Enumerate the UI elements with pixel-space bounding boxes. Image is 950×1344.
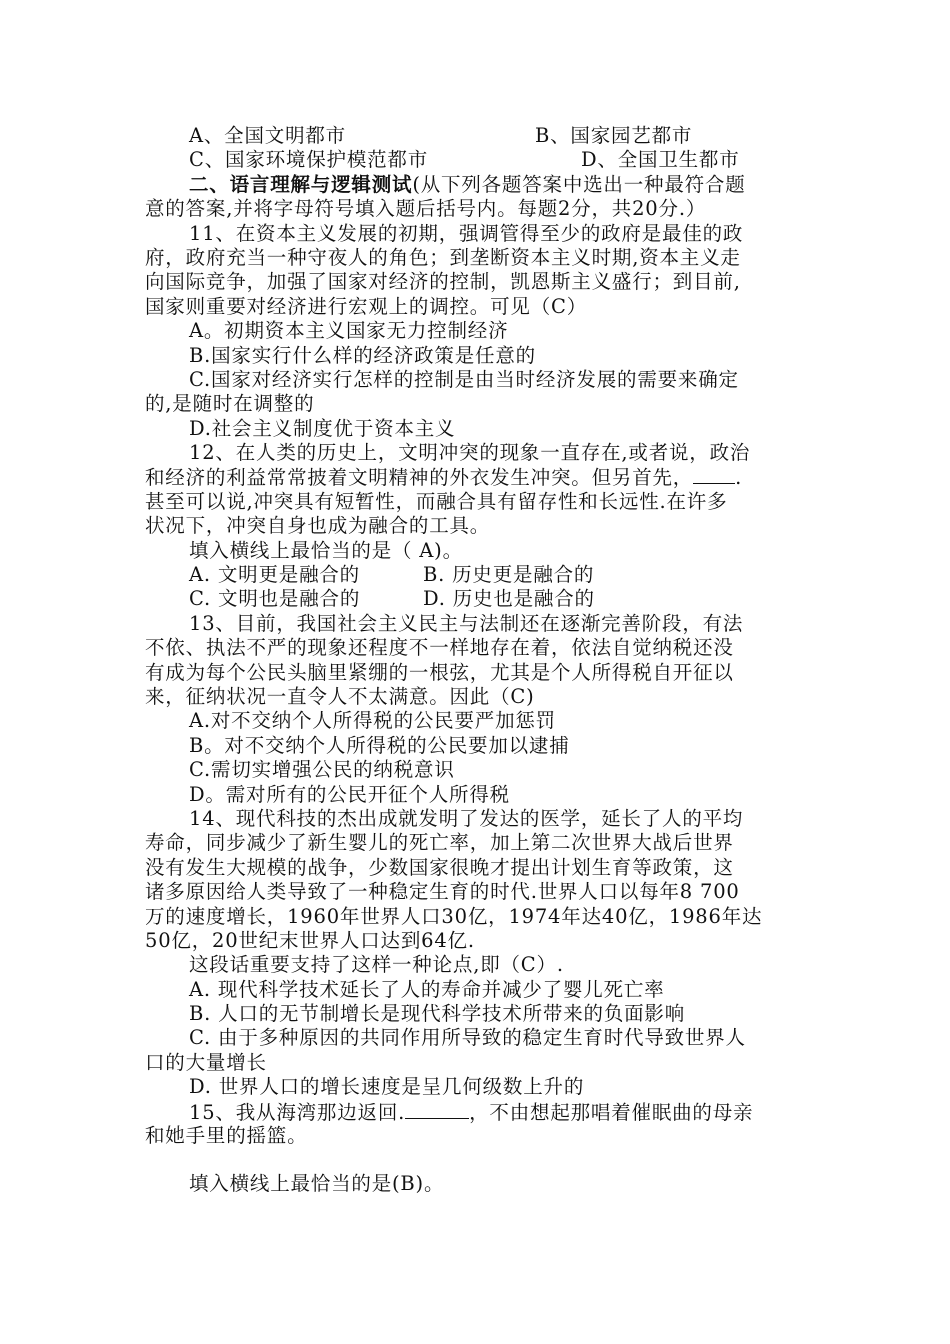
- section2-intro-2: 意的答案,并将字母符号填入题后括号内。每题2分，共20分.）: [145, 197, 707, 221]
- q12-option-c: C. 文明也是融合的: [189, 587, 361, 611]
- section2-intro-1: (从下列各题答案中选出一种最符合题: [412, 172, 746, 196]
- q12-option-a: A. 文明更是融合的: [189, 563, 360, 587]
- q11-stem-line: 府，政府充当一种守夜人的角色；到垄断资本主义时期,资本主义走: [145, 245, 741, 269]
- q14-option-c: C. 由于多种原因的共同作用所导致的稳定生育时代导致世界人: [189, 1026, 746, 1050]
- q11-option-c-cont: 的,是随时在调整的: [145, 392, 315, 416]
- q12-options-row-1: [145, 563, 807, 587]
- q12-stem-line: 12、在人类的历史上，文明冲突的现象一直存在,或者说，政治: [189, 441, 751, 465]
- q15-stem-text: 15、我从海湾那边返回.: [189, 1100, 406, 1124]
- q15-stem-line: 和她手里的摇篮。: [145, 1124, 308, 1148]
- q13-option-b: B。对不交纳个人所得税的公民要加以逮捕: [189, 733, 570, 757]
- q11-stem-line: 11、在资本主义发展的初期，强调管得至少的政府是最佳的政: [189, 221, 744, 245]
- q14-stem-line: 万的速度增长，1960年世界人口30亿，1974年达40亿，1986年达: [145, 904, 763, 928]
- q13-option-c: C.需切实增强公民的纳税意识: [189, 758, 455, 782]
- q12-stem-line: 状况下，冲突自身也成为融合的工具。: [145, 514, 491, 538]
- q15-prompt: 填入横线上最恰当的是(B)。: [189, 1172, 445, 1196]
- q12-fill-blank: [693, 465, 735, 484]
- q12-option-d: D. 历史也是融合的: [423, 587, 595, 611]
- q10-option-d: D、全国卫生都市: [581, 148, 740, 172]
- q14-option-d: D. 世界人口的增长速度是呈几何级数上升的: [189, 1075, 585, 1099]
- paragraph-gap: [145, 1148, 807, 1172]
- q13-stem-line: 有成为每个公民头脑里紧绷的一根弦，尤其是个人所得税自开征以: [145, 660, 734, 684]
- q12-option-b: B. 历史更是融合的: [423, 563, 595, 587]
- q12-stem-line: 甚至可以说,冲突具有短暂性，而融合具有留存性和长远性.在许多: [145, 489, 728, 513]
- q14-stem-line: 诸多原因给人类导致了一种稳定生育的时代.世界人口以每年8 700: [145, 880, 740, 904]
- q13-stem-line: 不依、执法不严的现象还程度不一样地存在着，依法自觉纳税还没: [145, 636, 734, 660]
- q11-option-c: C.国家对经济实行怎样的控制是由当时经济发展的需要来确定: [189, 367, 739, 391]
- q10-option-a: A、全国文明都市: [189, 124, 346, 147]
- q12-options-row-2: [145, 587, 807, 611]
- q10-option-b: B、国家园艺都市: [535, 124, 693, 147]
- q15-stem-text-end: ，不由想起那唱着催眠曲的母亲: [469, 1100, 754, 1124]
- q14-option-b: B. 人口的无节制增长是现代科学技术所带来的负面影响: [189, 1002, 686, 1026]
- q11-stem-line: 国家则重要对经济进行宏观上的调控。可见（C）: [145, 294, 588, 318]
- section2-heading-line: [145, 173, 807, 197]
- q14-stem-line: 寿命，同步减少了新生婴儿的死亡率，加上第二次世界大战后世界: [145, 831, 734, 855]
- q10-options-row-1: [145, 124, 807, 148]
- q11-stem-line: 向国际竞争，加强了国家对经济的控制，凯恩斯主义盛行；到目前,: [145, 270, 741, 294]
- q14-option-a: A. 现代科学技术延长了人的寿命并减少了婴儿死亡率: [189, 977, 665, 1001]
- q14-stem-line: 50亿，20世纪末世界人口达到64亿.: [145, 928, 475, 952]
- q12-stem-text-end: .: [735, 466, 743, 490]
- q10-option-c: C、国家环境保护模范都市: [189, 148, 429, 172]
- q14-prompt: 这段话重要支持了这样一种论点,即（C）.: [189, 953, 564, 977]
- q12-stem-text: 和经济的利益常常披着文明精神的外衣发生冲突。但另首先，: [145, 466, 694, 490]
- q11-option-d: D.社会主义制度优于资本主义: [189, 416, 456, 440]
- q14-option-c-cont: 口的大量增长: [145, 1050, 267, 1074]
- document-body: [145, 124, 807, 1197]
- q13-option-a: A.对不交纳个人所得税的公民要严加惩罚: [189, 709, 556, 733]
- q13-stem-line: 13、目前，我国社会主义民主与法制还在逐渐完善阶段，有法: [189, 611, 744, 635]
- q11-option-a: A。初期资本主义国家无力控制经济: [189, 319, 509, 343]
- q15-fill-blank: [405, 1100, 469, 1119]
- q12-prompt: 填入横线上最恰当的是（ A)。: [189, 538, 463, 562]
- q14-stem-line: 14、现代科技的杰出成就发明了发达的医学，延长了人的平均: [189, 806, 744, 830]
- q15-stem-line-blank: [145, 1100, 807, 1124]
- q12-stem-line-blank: [145, 465, 807, 489]
- section2-heading: 二、语言理解与逻辑测试: [189, 172, 413, 196]
- q11-option-b: B.国家实行什么样的经济政策是任意的: [189, 343, 536, 367]
- q13-stem-line: 来，征纳状况一直令人不太满意。因此（C): [145, 684, 535, 708]
- q10-options-row-2: [145, 148, 807, 172]
- q14-stem-line: 没有发生大规模的战争，少数国家很晚才提出计划生育等政策，这: [145, 855, 734, 879]
- q13-option-d: D。需对所有的公民开征个人所得税: [189, 782, 510, 806]
